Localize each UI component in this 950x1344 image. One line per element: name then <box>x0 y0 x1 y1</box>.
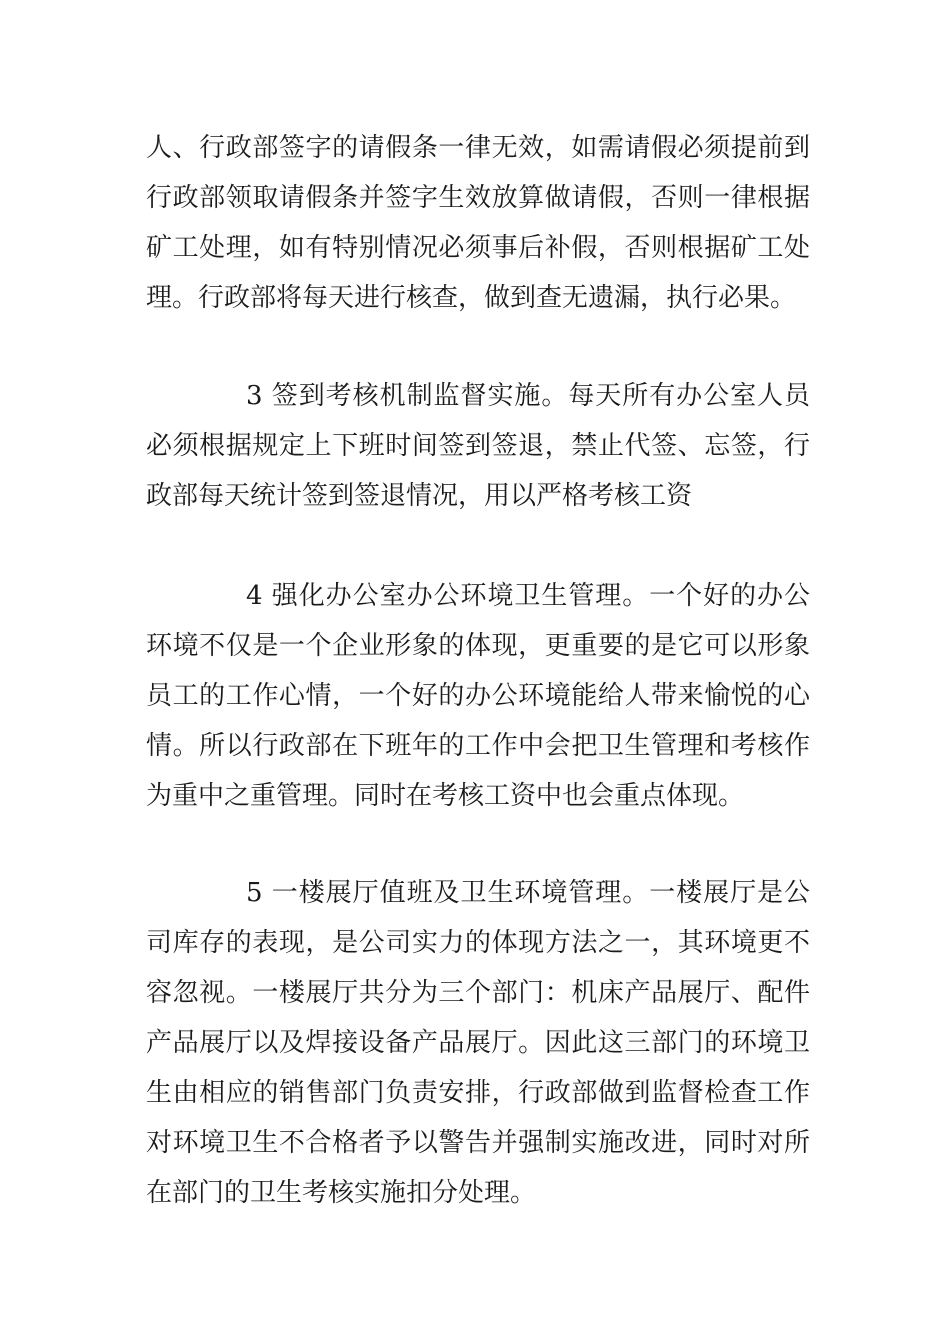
paragraph-text: 4 强化办公室办公环境卫生管理。一个好的办公环境不仅是一个企业形象的体现，更重要的是它可以形象员工的工作心情，一个好的办公环境能给人带来愉悦的心情。所以行政部在下班年的工作中会把卫生管理和考核作为重中之重管理。同时在考核工资中也会重点体现。 <box>146 581 810 811</box>
paragraph-text: 人、行政部签字的请假条一律无效，如需请假必须提前到行政部领取请假条并签字生效放算做请假，否则一律根据矿工处理，如有特别情况必须事后补假，否则根据矿工处理。行政部将每天进行核查，做到查无遗漏，执行必果。 <box>146 133 810 313</box>
paragraph-office-hygiene <box>146 571 810 821</box>
paragraph-text: 3 签到考核机制监督实施。每天所有办公室人员必须根据规定上下班时间签到签退，禁止代签、忘签，行政部每天统计签到签退情况，用以严格考核工资 <box>146 381 810 511</box>
paragraph-text: 5 一楼展厅值班及卫生环境管理。一楼展厅是公司库存的表现，是公司实力的体现方法之一，其环境更不容忽视。一楼展厅共分为三个部门：机床产品展厅、配件产品展厅以及焊接设备产品展厅。因此这三部门的环境卫生由相应的销售部门负责安排，行政部做到监督检查工作对环境卫生不合格者予以警告并强制实施改进，同时对所在部门的卫生考核实施扣分处理。 <box>146 878 810 1208</box>
paragraph-sign-in-assessment <box>146 371 810 521</box>
paragraph-leave-policy <box>146 123 810 323</box>
paragraph-showroom-management <box>146 868 810 1218</box>
